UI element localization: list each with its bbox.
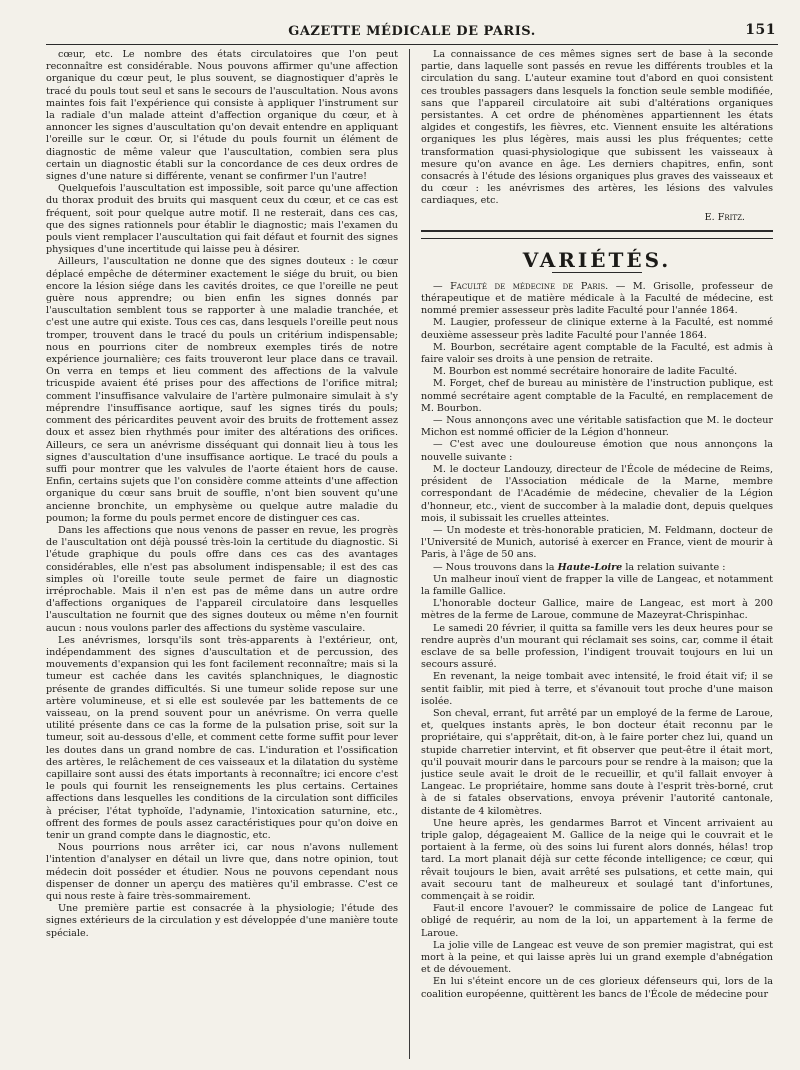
news-item-text: L'honorable docteur Gallice, maire de Langeac, est mort à 200 mètres de la ferme de Laroue, commune de Mazeyrat-Chrispinhac. [421, 598, 773, 622]
news-item-lead: — Nous trouvons dans la [433, 561, 558, 573]
page-header [46, 22, 778, 45]
news-item-text: M. Forget, chef de bureau au ministère de l'instruction publique, est nommé secrétaire agent comptable de la Faculté, en remplacement de M. Bourbon. [421, 378, 773, 414]
journal-title: GAZETTE MÉDICALE DE PARIS. [288, 24, 536, 39]
left-paragraph: Nous pourrions nous arrêter ici, car nous n'avons nullement l'intention d'analyser en détail un livre que, dans notre opinion, tout médecin doit posséder et étudier. Nous ne pouvons cependant nous dispenser de donner un aperçu des matières qu'il embrasse. C'est ce qui nous reste à faire très-sommairement. [46, 842, 398, 903]
left-column [46, 49, 398, 1059]
news-item [421, 378, 773, 415]
news-item-text: La jolie ville de Langeac est veuve de son premier magistrat, qui est mort à la peine, et qui laisse après lui un grand exemple d'abnégation et de dévouement. [421, 939, 773, 976]
news-item-text: Une heure après, les gendarmes Barrot et Vincent arrivaient au triple galop, dégageaient M. Gallice de la neige qui le couvrait et le portaient à la ferme, où des soins lui furent alors donnés, hélas! trop tard. La mort planait déjà sur cette féconde intelligence; ce cœur, qui rêvait toujours le bien, avait arrêté ses pulsations, et cette main, qui avait secouru tant de malheureux et soulagé tant d'infortunes, commençait à se roidir. [421, 817, 773, 902]
news-item [421, 342, 773, 366]
news-item [421, 464, 773, 525]
news-item [421, 708, 773, 818]
news-item [421, 562, 773, 574]
news-item [421, 623, 773, 672]
news-item [421, 598, 773, 622]
news-item-lead: — Faculté de médecine de Paris. [433, 280, 609, 292]
section-separator [421, 230, 773, 239]
news-item-text: M. Bourbon est nommé secrétaire honoraire de ladite Faculté. [433, 366, 738, 378]
varietes-items [421, 281, 773, 1001]
news-item [421, 317, 773, 341]
news-item-text: Le samedi 20 février, il quitta sa famille vers les deux heures pour se rendre auprès d'un mourant qui réclamait ses soins, car, comme il était esclave de sa belle profession, l'indigent trouvait toujours en lui un secours assuré. [421, 622, 773, 671]
left-paragraph: Ailleurs, l'auscultation ne donne que des signes douteux : le cœur déplacé empêche de déterminer exactement le siége du bruit, ou bien encore la lésion siége dans les cavités droites, ce que l'oreille ne peut guère nous apprendre; ou bien enfin les signes donnés par l'auscultation semblent tous se rapporter à une maladie tranchée, et c'est une autre qui existe. Tous ces cas, dans lesquels l'oreille peut nous tromper, trouvent dans le tracé du pouls un critérium indispensable; nous en pourrions citer de nombreux exemples tirés de notre expérience journalière; ces faits trouveront leur place dans ce travail. On verra en temps et lieu comment des affections de la valvule tricuspide avaient été prises pour des affections de l'orifice mitral; comment l'insuffisance valvulaire de l'artère pulmonaire simulait à s'y méprendre l'insuffisance aortique, sauf les signes tirés du pouls; comment des péricardites peuvent avoir des bruits de frottement assez doux et assez bien rhythmés pour imiter des altérations des orifices. Ailleurs, ce sera un anévrisme disséquant qui donnait lieu à tous les signes d'auscultation d'une insuffisance aortique. Le tracé du pouls a suffi pour montrer que les valvules de l'aorte étaient hors de cause. Enfin, certains sujets que l'on considère comme atteints d'une affection organique du cœur sans bruit de souffle, n'ont bien souvent qu'une ancienne bronchite, un emphysème ou quelque autre maladie du poumon; la forme du pouls permet encore de distinguer ces cas. [46, 256, 398, 524]
news-item [421, 903, 773, 940]
news-item-text: En lui s'éteint encore un de ces glorieux défenseurs qui, lors de la coalition européenne, quittèrent les bancs de l'École de médecine pour [421, 976, 773, 1000]
news-item-text: — Un modeste et très-honorable praticien, M. Feldmann, docteur de l'Université de Munich, autorisé à exercer en France, vient de mourir à Paris, à l'âge de 50 ans. [421, 524, 773, 561]
news-item-text: la relation suivante : [622, 561, 726, 573]
page-number: 151 [745, 22, 776, 38]
review-paragraph: La connaissance de ces mêmes signes sert de base à la seconde partie, dans laquelle sont passés en revue les différents troubles et la circulation du sang. L'auteur examine tout d'abord en quoi consistent ces troubles passagers dans lesquels la fonction seule semble modifiée, sans que l'appareil circulatoire ait subi d'altérations organiques persistantes. A cet ordre de phénomènes appartiennent les états algides et congestifs, les fièvres, etc. Viennent ensuite les altérations organiques les plus légères, mais aussi les plus fréquentes; cette transformation quasi-physiologique que subissent les vaisseaux à mesure qu'on avance en âge. Les derniers chapitres, enfin, sont consacrés à l'étude des lésions organiques plus graves des vaisseaux et du cœur : les anévrismes des artères, les lésions des valvules cardiaques, etc. [421, 49, 773, 207]
left-paragraph: Quelquefois l'auscultation est impossible, soit parce qu'une affection du thorax produit des bruits qui masquent ceux du cœur, et ce cas est fréquent, soit pour quelque autre motif. Il ne resterait, dans ces cas, que des signes rationnels pour établir le diagnostic; mais l'examen du pouls vient remplacer l'auscultation qui fait défaut et fournit des signes physiques d'une incertitude qui laisse peu à désirer. [46, 183, 398, 256]
news-item-text: M. Bourbon, secrétaire agent comptable de la Faculté, est admis à faire valoir ses droits à une pension de retraite. [421, 341, 773, 366]
news-item-text: Son cheval, errant, fut arrêté par un employé de la ferme de Laroue, et, quelques instants après, le bon docteur était reconnu par le propriétaire, qui s'apprêtait, dit-on, à le faire porter chez lui, quand un stupide charretier intervint, et fit observer que peut-être il était mort, qu'il pouvait mourir dans le parcours pour se rendre à la maison; que la justice seule avait le droit de le recueillir, et qu'il fallait envoyer à Langeac. Le propriétaire, homme sans doute à l'esprit très-borné, crut à de si fatales observations, envoya prévenir l'autorité cantonale, distante de 4 kilomètres. [421, 707, 773, 817]
news-item-text: — Nous annonçons avec une véritable satisfaction que M. le docteur Michon est nommé officier de la Légion d'honneur. [421, 415, 773, 439]
left-paragraph: cœur, etc. Le nombre des états circulatoires que l'on peut reconnaître est considérable. Nous pouvons affirmer qu'une affection organique du cœur peut, le plus souvent, se diagnostiquer d'après le tracé du pouls tout seul et sans le secours de l'auscultation. Nous avons maintes fois fait l'expérience qui consiste à appliquer l'instrument sur la radiale d'un malade atteint d'affection organique du cœur, et à annoncer les signes d'auscultation qu'on devait entendre en appliquant l'oreille sur le cœur. Or, si l'étude du pouls fournit un élément de diagnostic de même valeur que l'auscultation, combien sera plus certain un diagnostic établi sur la concordance de ces deux ordres de signes d'une nature si différente, venant se confirmer l'un l'autre! [46, 49, 398, 183]
news-item [421, 976, 773, 1000]
news-item-text: M. le docteur Landouzy, directeur de l'École de médecine de Reims, président de l'Association médicale de la Marne, membre correspondant de l'Académie de médecine, chevalier de la Légion d'honneur, etc., vient de succomber à la maladie dont, depuis quelques mois, il subissait les cruelles atteintes. [421, 463, 773, 524]
left-paragraph: Les anévrismes, lorsqu'ils sont très-apparents à l'extérieur, ont, indépendamment des signes d'auscultation et de percussion, des mouvements d'expansion qui les font facilement reconnaître; mais si la tumeur est cachée dans les cavités splanchniques, le diagnostic présente de grandes difficultés. Si une tumeur solide repose sur une artère volumineuse, et si elle est soulevée par les battements de ce vaisseau, on la prend souvent pour un anévrisme. On verra quelle utilité présente dans ce cas la forme de la pulsation prise, soit sur la tumeur, soit au-dessous d'elle, et comment cette forme suffit pour lever les doutes dans un grand nombre de cas. L'induration et l'ossification des artères, le relâchement de ces vaisseaux et la dilatation du système capillaire sont aussi des états importants à reconnaître; ici encore c'est le pouls qui fournit les renseignements les plus certains. Certaines affections dans lesquelles les conditions de la circulation sont difficiles à préciser, l'état typhoïde, l'adynamie, l'intoxication saturnine, etc., offrent des formes de pouls assez caractéristiques pour qu'on doive en tenir un grand compte dans le diagnostic, etc. [46, 634, 398, 841]
section-title-underline [552, 272, 642, 273]
left-paragraph: Dans les affections que nous venons de passer en revue, les progrès de l'auscultation ont déjà poussé très-loin la certitude du diagnostic. Si l'étude graphique du pouls offre dans ces cas des avantages considérables, elle n'est pas absolument indispensable; il est des cas simples où l'oreille toute seule permet de faire un diagnostic irréprochable. Mais il n'en est pas de même dans un autre ordre d'affections organiques de l'appareil circulatoire dans lesquelles l'auscultation ne fournit que des signes douteux ou même n'en fournit aucun : nous voulons parler des affections du système vasculaire. [46, 524, 398, 634]
news-item [421, 281, 773, 318]
news-item [421, 439, 773, 463]
right-column [421, 49, 773, 1059]
news-item [421, 574, 773, 598]
news-item-text: — C'est avec une douloureuse émotion que nous annonçons la nouvelle suivante : [421, 439, 773, 463]
news-item-text: Un malheur inouï vient de frapper la ville de Langeac, et notamment la famille Gallice. [421, 573, 773, 597]
news-item [421, 818, 773, 903]
left-paragraph: Une première partie est consacrée à la physiologie; l'étude des signes extérieurs de la circulation y est développée d'une manière toute spéciale. [46, 903, 398, 939]
news-item [421, 366, 773, 378]
news-item [421, 671, 773, 708]
news-item-text: Faut-il encore l'avouer? le commissaire de police de Langeac fut obligé de requérir, au nom de la loi, un appartement à la ferme de Laroue. [421, 903, 773, 939]
news-item [421, 940, 773, 977]
section-title: VARIÉTÉS. [522, 247, 672, 272]
newspaper-name: Haute-Loire [557, 561, 623, 573]
news-item [421, 415, 773, 439]
author-signature: E. Fritz. [704, 211, 745, 223]
two-column-body [46, 49, 778, 1059]
news-item-text: M. Laugier, professeur de clinique externe à la Faculté, est nommé deuxième assesseur près ladite Faculté pour l'année 1864. [421, 317, 773, 341]
news-item [421, 525, 773, 562]
news-item-text: En revenant, la neige tombait avec intensité, le froid était vif; il se sentit faiblir, mit pied à terre, et s'évanouit tout proche d'une maison isolée. [421, 671, 773, 707]
news-item-text: — M. Grisolle, professeur de thérapeutique et de matière médicale à la Faculté de médecine, est nommé premier assesseur près ladite Faculté pour l'année 1864. [421, 280, 773, 317]
column-divider [409, 49, 410, 1059]
